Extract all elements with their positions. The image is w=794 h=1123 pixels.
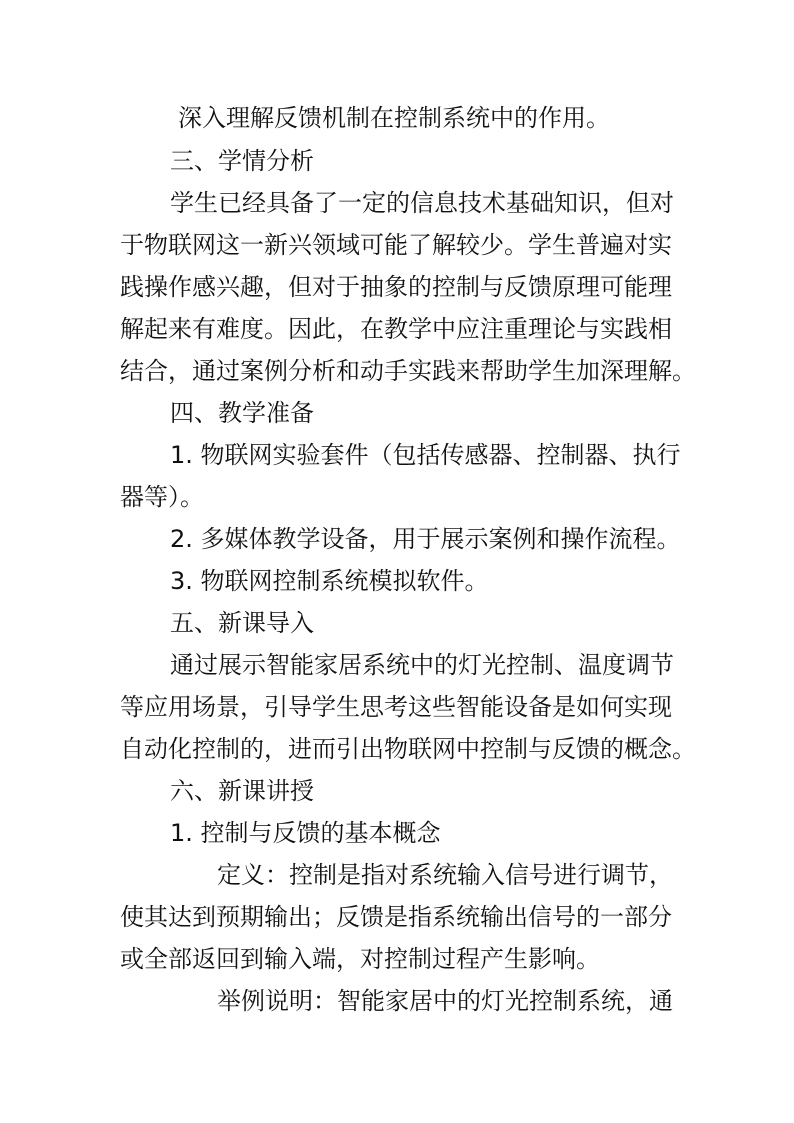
- text-line: 践操作感兴趣，但对于抽象的控制与反馈原理可能理: [120, 273, 672, 301]
- text-line: 学生已经具备了一定的信息技术基础知识，但对: [170, 189, 674, 217]
- text-line: 通过展示智能家居系统中的灯光控制、温度调节: [170, 651, 674, 679]
- text-line: 于物联网这一新兴领域可能了解较少。学生普遍对实: [120, 231, 672, 259]
- text-line: 结合，通过案例分析和动手实践来帮助学生加深理解。: [120, 357, 696, 385]
- list-item: 3. 物联网控制系统模拟软件。: [170, 567, 489, 595]
- section-heading: 六、新课讲授: [170, 777, 314, 805]
- text-line: 深入理解反馈机制在控制系统中的作用。: [178, 104, 610, 132]
- text-line: 定义：控制是指对系统输入信号进行调节，: [217, 861, 673, 889]
- list-item: 1. 控制与反馈的基本概念: [170, 819, 441, 847]
- text-line: 解起来有难度。因此，在教学中应注重理论与实践相: [120, 315, 672, 343]
- list-item: 1. 物联网实验套件（包括传感器、控制器、执行: [170, 441, 681, 469]
- text-line: 或全部返回到输入端，对控制过程产生影响。: [120, 945, 600, 973]
- text-line: 等应用场景，引导学生思考这些智能设备是如何实现: [120, 693, 672, 721]
- text-line: 使其达到预期输出；反馈是指系统输出信号的一部分: [120, 903, 672, 931]
- text-line: 器等）。: [120, 483, 204, 511]
- list-item: 2. 多媒体教学设备，用于展示案例和操作流程。: [170, 525, 681, 553]
- section-heading: 五、新课导入: [170, 609, 314, 637]
- section-heading: 四、教学准备: [170, 399, 314, 427]
- text-line: 举例说明：智能家居中的灯光控制系统，通: [217, 987, 673, 1015]
- section-heading: 三、学情分析: [170, 147, 314, 175]
- text-line: 自动化控制的，进而引出物联网中控制与反馈的概念。: [120, 735, 696, 763]
